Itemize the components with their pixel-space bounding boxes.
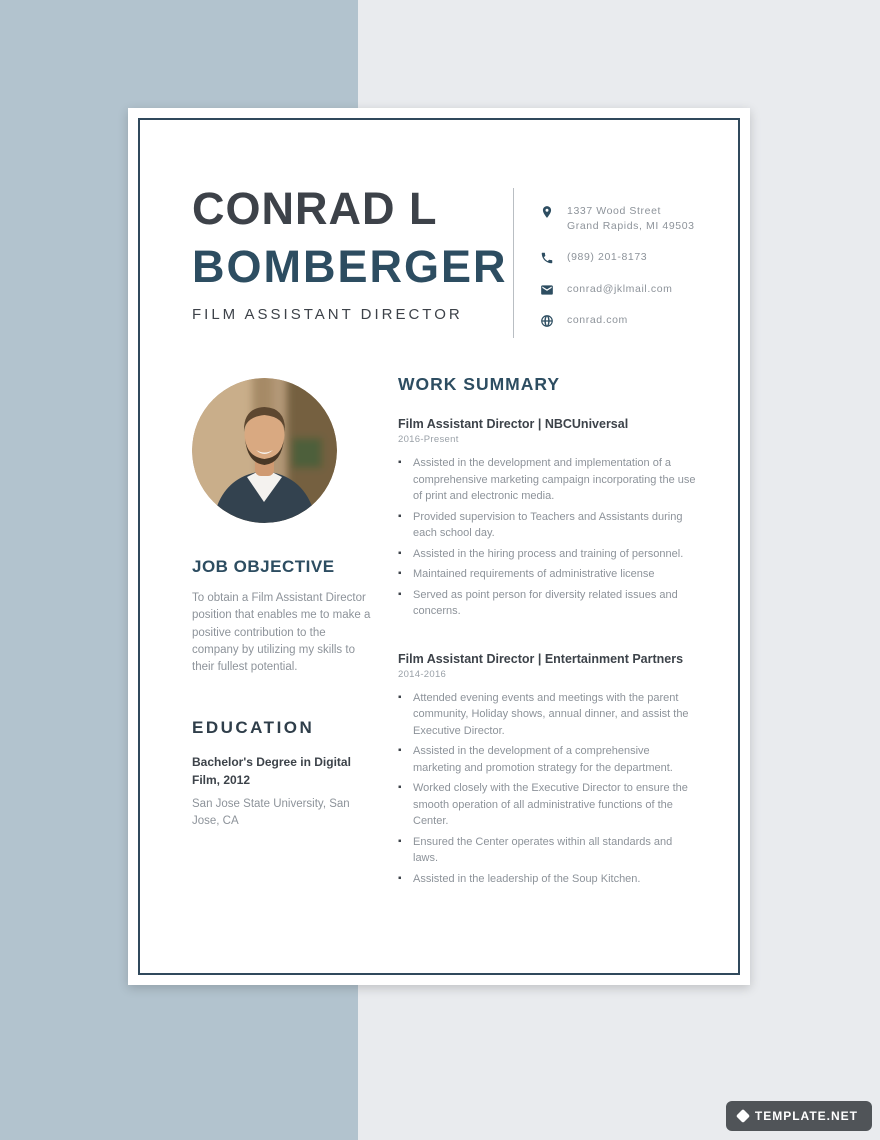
contact-email xyxy=(540,282,710,297)
work-bullet: ▪ Attended evening events and meetings with the parent community, Holiday shows, annual dinner, and assist the Executive Director. xyxy=(398,690,700,740)
work-bullet: ▪ Assisted in the development and implementation of a comprehensive marketing campaign incorporating the use of print and electronic media. xyxy=(398,455,700,505)
contact-line: (989) 201-8173 xyxy=(567,251,648,264)
contact-line: conrad.com xyxy=(567,313,628,326)
work-bullet: ▪ Assisted in the development of a comprehensive marketing and promotion strategy for the department. xyxy=(398,743,700,776)
education-heading: EDUCATION xyxy=(192,718,315,738)
contact-line: conrad@jklmail.com xyxy=(567,282,673,295)
work-summary-heading: WORK SUMMARY xyxy=(398,374,561,394)
phone-icon xyxy=(540,251,554,265)
location-icon xyxy=(540,205,554,219)
job-objective-text: To obtain a Film Assistant Director position that enables me to make a positive contribution to the company by utilizing my skills to their fullest potential. xyxy=(192,592,371,673)
work-bullet: ▪ Assisted in the leadership of the Soup Kitchen. xyxy=(398,871,700,888)
contact-line: Grand Rapids, MI 49503 xyxy=(567,220,695,233)
work-entry-bullets xyxy=(398,690,700,888)
work-entry-title: Film Assistant Director | NBCUniversal xyxy=(398,417,629,431)
work-bullet: ▪ Ensured the Center operates within all standards and laws. xyxy=(398,834,700,867)
left-column xyxy=(192,378,376,829)
work-summary-section xyxy=(398,374,700,891)
work-bullet: ▪ Assisted in the hiring process and training of personnel. xyxy=(398,546,700,563)
last-name: BOMBERGER xyxy=(192,241,508,292)
work-entry-bullets xyxy=(398,455,700,620)
work-entry xyxy=(398,652,700,888)
contact-block xyxy=(540,204,710,328)
first-name: CONRAD L xyxy=(192,183,438,234)
templatenet-label: TEMPLATE.NET xyxy=(754,1109,858,1123)
email-icon xyxy=(540,283,554,297)
work-entry-dates: 2016-Present xyxy=(398,434,459,445)
profile-photo xyxy=(192,378,337,523)
work-entry-dates: 2014-2016 xyxy=(398,668,447,680)
header-divider xyxy=(513,188,514,338)
contact-website xyxy=(540,313,710,328)
work-bullet: ▪ Worked closely with the Executive Director to ensure the smooth operation of all administrative functions of the Center. xyxy=(398,780,700,830)
globe-icon xyxy=(540,314,554,328)
templatenet-logo-icon xyxy=(736,1109,750,1123)
resume-page xyxy=(128,108,750,985)
contact-phone xyxy=(540,250,710,265)
contact-line: 1337 Wood Street xyxy=(567,205,662,217)
templatenet-watermark[interactable] xyxy=(726,1101,872,1131)
work-entry xyxy=(398,417,700,620)
work-bullet: ▪ Provided supervision to Teachers and Assistants during each school day. xyxy=(398,509,700,542)
education-degree: Bachelor's Degree in Digital Film, 2012 xyxy=(192,755,351,787)
work-bullet: ▪ Served as point person for diversity related issues and concerns. xyxy=(398,587,700,620)
education-school: San Jose State University, San Jose, CA xyxy=(192,798,350,827)
name-block xyxy=(192,183,512,323)
contact-address-text xyxy=(567,204,695,234)
work-bullet: ▪ Maintained requirements of administrative license xyxy=(398,566,700,583)
work-entry-title: Film Assistant Director | Entertainment Partners xyxy=(398,651,684,666)
contact-address xyxy=(540,204,710,234)
job-title: FILM ASSISTANT DIRECTOR xyxy=(192,306,463,323)
job-objective-heading: JOB OBJECTIVE xyxy=(192,557,335,576)
